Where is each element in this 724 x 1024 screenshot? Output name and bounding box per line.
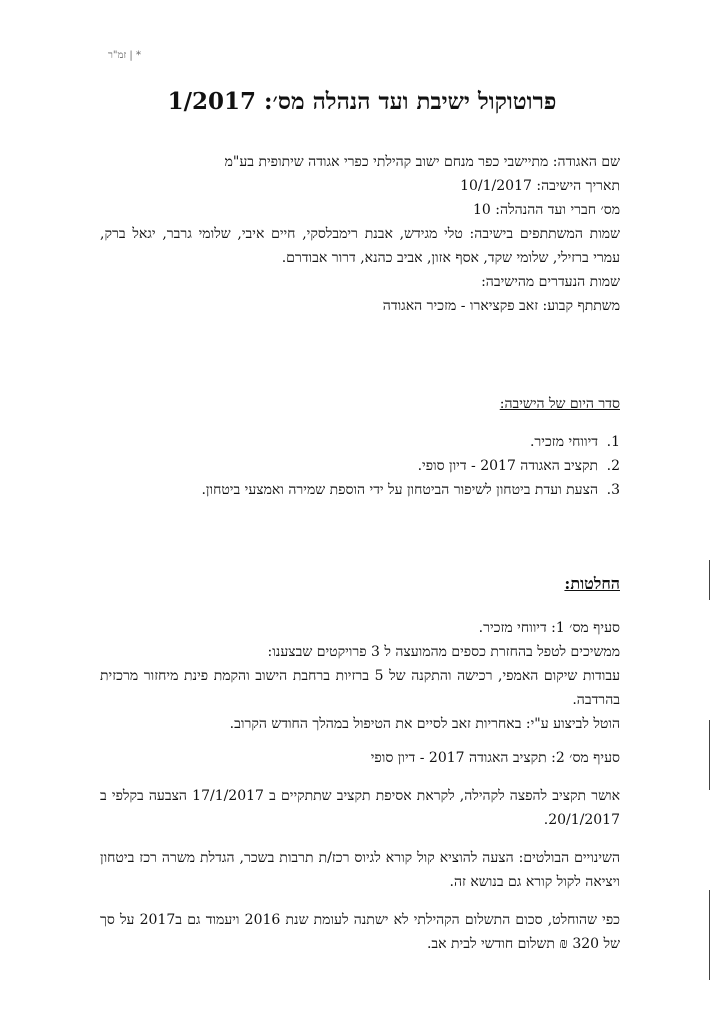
header-mark: * | זמ"ר (108, 50, 141, 61)
association-line: שם האגודה: מתיישבי כפר מנחם ישוב קהילתי כפרי אגודה שיתופית בע"מ (224, 154, 620, 170)
agenda-item (100, 454, 620, 478)
clause-1-line: ממשיכים לטפל בהחזרת כספים מהמועצה ל 3 פרויקטים שבצענו: (267, 644, 620, 660)
agenda-item-text: דיווחי מזכיר. (529, 434, 598, 450)
agenda-item-number: 2. (606, 458, 620, 474)
decisions-heading: החלטות: (564, 574, 620, 593)
clause-2-approval: אושר תקציב להפצה לקהילה, לקראת אסיפת תקציב שתתקיים ב 17/1/2017 הצבעה בקלפי ב 20/1/2017. (100, 788, 620, 828)
scan-edge-marks (704, 560, 710, 1000)
agenda-item-number: 3. (606, 482, 620, 498)
agenda-item-number: 1. (606, 434, 620, 450)
agenda-item (100, 478, 620, 502)
clause-2-note: כפי שהוחלט, סכום התשלום הקהילתי לא ישתנה לעומת שנת 2016 ויעמוד גם ב2017 על סך של 320 ₪ תשלום חודשי לבית אב. (100, 912, 621, 952)
scan-mark (709, 560, 710, 600)
clause-2-title: סעיף מס׳ 2: תקציב האגודה 2017 - דיון סופי (370, 750, 620, 766)
permanent-participant-line: משתתף קבוע: זאב פקציארו - מזכיר האגודה (382, 298, 620, 314)
participants-line: שמות המשתתפים בישיבה: טלי מגידש, אבנת רימבלסקי, חיים איבי, שלומי גרבר, יגאל ברק, עמרי ברזילי, שלומי שקד, אסף אזון, אביב כהנא, דרור אבודרם. (100, 226, 620, 266)
absent-line: שמות הנעדרים מהישיבה: (481, 274, 620, 290)
meta-block (100, 150, 620, 318)
clause-2-changes: השינויים הבולטים: הצעה להוציא קול קורא לגיוס רכז/ת תרבות בשכר, הגדלת משרה רכז ביטחון ויציאה לקול קורא גם בנושא זה. (100, 850, 620, 890)
date-line: תאריך הישיבה: 10/1/2017 (460, 178, 620, 194)
page-title: פרוטוקול ישיבת ועד הנהלה מס׳: 1/2017 (167, 88, 557, 115)
scan-mark (709, 720, 710, 790)
agenda-item (100, 430, 620, 454)
decisions-block (100, 572, 620, 956)
clause-1-line: עבודות שיקום האמפי, רכישה והתקנה של 5 ברזיות ברחבת הישוב והקמת פינת מיחזור מרכזית בהרדבה. (100, 668, 620, 708)
agenda-heading: סדר היום של הישיבה: (499, 396, 620, 412)
clause-1-title: סעיף מס׳ 1: דיווחי מזכיר. (478, 620, 620, 636)
clause-1-line: הוטל לביצוע ע"י: באחריות זאב לסיים את הטיפול במהלך החודש הקרוב. (229, 716, 620, 732)
agenda-item-text: הצעת ועדת ביטחון לשיפור הביטחון על ידי הוספת שמירה ואמצעי ביטחון. (201, 482, 598, 498)
agenda-item-text: תקציב האגודה 2017 - דיון סופי. (417, 458, 598, 474)
scan-mark (709, 890, 710, 980)
members-count-line: מס׳ חברי ועד ההנהלה: 10 (473, 202, 620, 218)
agenda-block (100, 392, 620, 502)
